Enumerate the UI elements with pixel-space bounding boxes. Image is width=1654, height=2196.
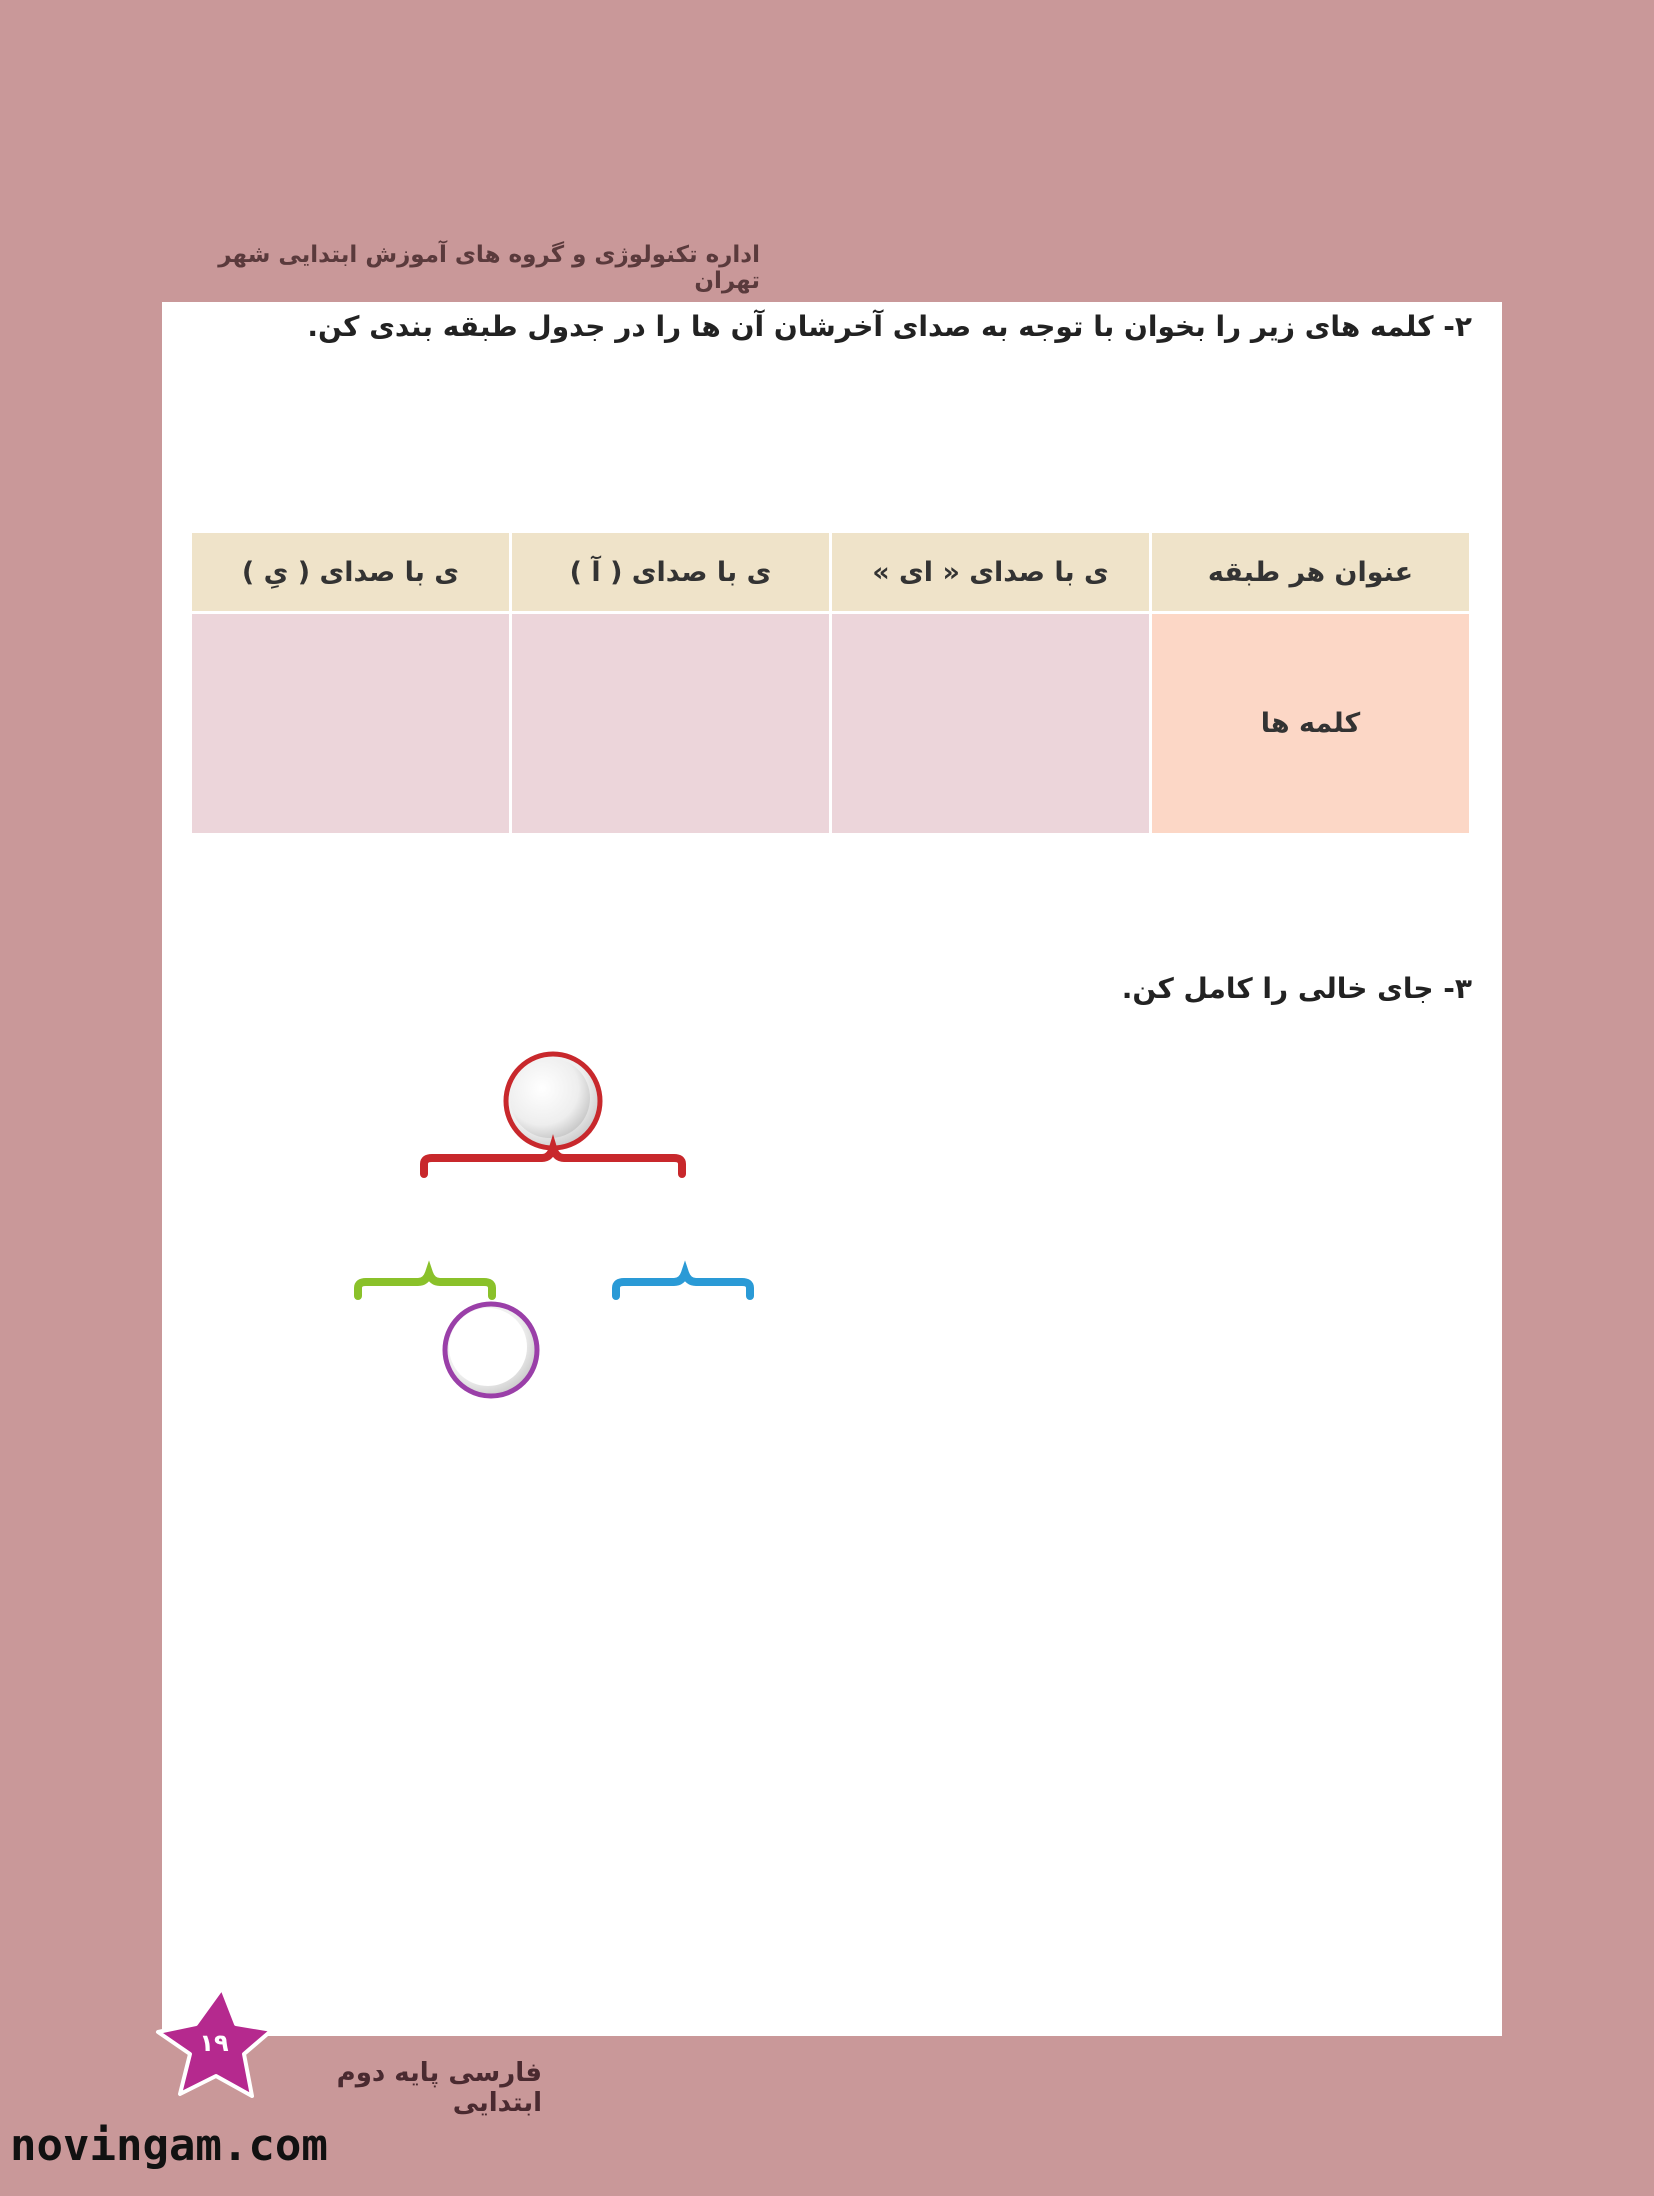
left-brace: [358, 1273, 492, 1296]
watermark-text: novingam.com: [10, 2120, 328, 2171]
answer-cell-aa[interactable]: [511, 613, 831, 835]
answer-cell-ye[interactable]: [191, 613, 511, 835]
row-label-words: کلمه ها: [1151, 613, 1471, 835]
answer-cell-ee[interactable]: [831, 613, 1151, 835]
header-category-title: عنوان هر طبقه: [1151, 532, 1471, 613]
table-row: [191, 613, 1471, 835]
table-header-row: [191, 532, 1471, 613]
question-3-text: ۳- جای خالی را کامل کن.: [1121, 972, 1472, 1005]
question-2-text: ۲- کلمه های زیر را بخوان با توجه به صدای آخرشان آن ها را در جدول طبقه بندی کن.: [307, 310, 1472, 343]
header-ye-sound: ی با صدای ( یِ ): [191, 532, 511, 613]
page-header: اداره تکنولوژی و گروه های آموزش ابتدایی شهر تهران: [218, 242, 760, 294]
top-brace: [424, 1148, 682, 1174]
top-blank-circle[interactable]: [506, 1054, 600, 1148]
header-aa-sound: ی با صدای ( آ ): [511, 532, 831, 613]
header-ee-sound: ی با صدای « ای »: [831, 532, 1151, 613]
classification-table: [189, 530, 1472, 836]
worksheet-page: [162, 302, 1502, 2036]
book-title: فارسی پایه دوم ابتدایی: [336, 2058, 542, 2118]
bottom-blank-circle[interactable]: [445, 1304, 537, 1396]
page-number: ۱۹: [199, 2029, 229, 2057]
page-number-badge: [152, 1984, 276, 2102]
right-brace: [616, 1273, 750, 1296]
